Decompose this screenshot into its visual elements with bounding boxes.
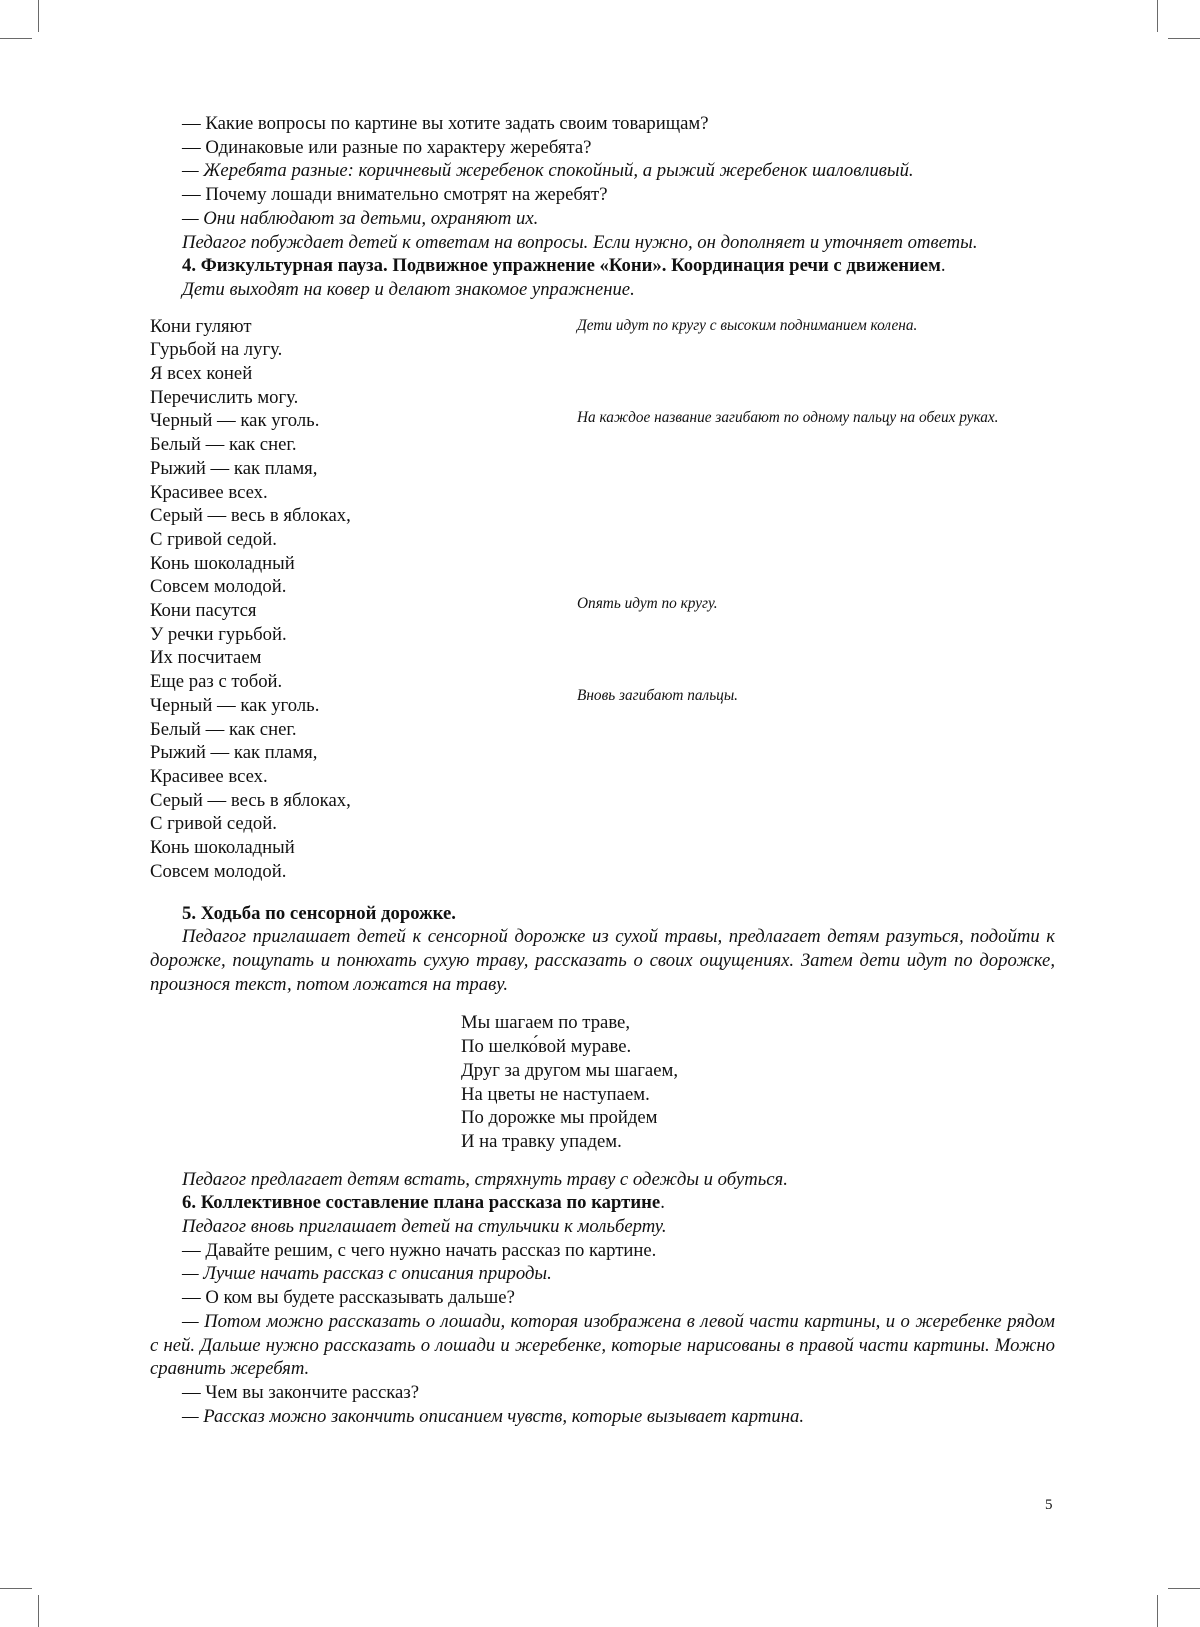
- poem-line: Мы шагаем по траве,: [461, 1012, 631, 1034]
- dialogue-line: — Жеребята разные: коричневый жеребенок спокойный, а рыжий жеребенок шаловливый.: [182, 160, 914, 182]
- poem-line: Я всех коней: [150, 363, 253, 385]
- poem-line: Рыжий — как пламя,: [150, 742, 318, 764]
- crop-mark: [0, 1588, 32, 1589]
- poem-line: Рыжий — как пламя,: [150, 457, 318, 479]
- poem-line: По шелко́вой мураве.: [461, 1036, 632, 1058]
- section-6-heading-end: .: [660, 1192, 665, 1214]
- poem-koni-lines: [150, 315, 550, 884]
- crop-mark: [0, 38, 32, 39]
- dialogue-line: Педагог побуждает детей к ответам на вопросы. Если нужно, он дополняет и уточняет ответы.: [182, 231, 978, 253]
- dialogue-line: Педагог вновь приглашает детей на стульчики к мольберту.: [182, 1216, 667, 1238]
- poem-line: Кони гуляют: [150, 315, 252, 337]
- poem-line: Друг за другом мы шагаем,: [461, 1059, 678, 1081]
- crop-mark: [1168, 1588, 1200, 1589]
- dialogue-line: — Чем вы закончите рассказ?: [182, 1381, 420, 1403]
- poem-note: Дети идут по кругу с высоким подниманием колена.: [577, 316, 918, 334]
- poem-line: Белый — как снег.: [150, 434, 297, 456]
- dialogue-line: — Рассказ можно закончить описанием чувств, которые вызывает картина.: [182, 1405, 805, 1427]
- poem-line: Гурьбой на лугу.: [150, 339, 283, 361]
- dialogue-line: — Какие вопросы по картине вы хотите задать своим товарищам?: [182, 113, 709, 134]
- dialogue-line: — Лучше начать рассказ с описания природы.: [182, 1263, 552, 1285]
- poem-note: На каждое название загибают по одному пальцу на обеих руках.: [577, 408, 999, 426]
- crop-mark: [38, 0, 39, 32]
- poem-line: С гривой седой.: [150, 813, 277, 835]
- poem-line: На цветы не наступаем.: [461, 1083, 650, 1105]
- crop-mark: [38, 1595, 39, 1627]
- poem-koni: [150, 315, 1055, 890]
- after-poem-text: Педагог предлагает детям встать, стряхнуть траву с одежды и обуться.: [182, 1168, 788, 1190]
- poem-note: Вновь загибают пальцы.: [577, 686, 738, 704]
- poem-line: Кони пасутся: [150, 600, 257, 622]
- dialogue-line: — О ком вы будете рассказывать дальше?: [182, 1287, 515, 1309]
- poem-line: Еще раз с тобой.: [150, 671, 283, 693]
- page-number: 5: [1045, 1497, 1053, 1513]
- section-5-heading: 5. Ходьба по сенсорной дорожке.: [182, 902, 456, 924]
- poem-line: Серый — весь в яблоках,: [150, 789, 351, 811]
- poem-line: Серый — весь в яблоках,: [150, 505, 351, 527]
- top-dialogue: [150, 112, 1055, 254]
- poem-line: Конь шоколадный: [150, 837, 295, 859]
- page-content: [150, 112, 1055, 1428]
- section-6-heading: [150, 1191, 1055, 1215]
- poem-line: Совсем молодой.: [150, 576, 287, 598]
- section-4-heading-end: .: [940, 255, 946, 277]
- poem-line: Совсем молодой.: [150, 860, 287, 882]
- section-4-intro: Дети выходят на ковер и делают знакомое упражнение.: [182, 278, 635, 300]
- poem-line: Красивее всех.: [150, 765, 268, 787]
- poem-line: Красивее всех.: [150, 481, 268, 503]
- crop-mark: [1157, 0, 1158, 32]
- poem-note: Опять идут по кругу.: [577, 594, 718, 612]
- poem-line: Конь шоколадный: [150, 552, 295, 574]
- dialogue-line: — Давайте решим, с чего нужно начать рассказ по картине.: [182, 1239, 657, 1261]
- crop-mark: [1157, 1595, 1158, 1627]
- section-6-dialogue: [150, 1215, 1055, 1428]
- section-4-heading-text: 4. Физкультурная пауза. Подвижное упражнение «Кони». Координация речи с движением: [182, 255, 941, 277]
- poem-line: По дорожке мы пройдем: [461, 1107, 658, 1129]
- poem-trava: [461, 1011, 1055, 1153]
- dialogue-line: — Они наблюдают за детьми, охраняют их.: [182, 207, 539, 229]
- poem-line: У речки гурьбой.: [150, 623, 287, 645]
- poem-line: Черный — как уголь.: [150, 410, 320, 432]
- poem-line: И на травку упадем.: [461, 1130, 622, 1152]
- poem-line: С гривой седой.: [150, 528, 277, 550]
- poem-line: Черный — как уголь.: [150, 694, 320, 716]
- poem-line: Их посчитаем: [150, 647, 262, 669]
- dialogue-line: — Одинаковые или разные по характеру жеребята?: [182, 136, 592, 158]
- section-6-heading-text: 6. Коллективное составление плана рассказа по картине: [182, 1192, 661, 1214]
- dialogue-line: — Потом можно рассказать о лошади, которая изображена в левой части картины, и о жеребенке рядом с ней. Дальше нужно рассказать о лошади и жеребенке, которые нарисованы в правой части картины. Можно сравнить жеребят.: [150, 1310, 1055, 1380]
- poem-line: Белый — как снег.: [150, 718, 297, 740]
- section-4-heading: [150, 254, 1055, 278]
- section-5-text: Педагог приглашает детей к сенсорной дорожке из сухой травы, предлагает детям разуться, подойти к дорожке, пощупать и понюхать сухую траву, рассказать о своих ощущениях. Затем дети идут по дорожке, произнося текст, потом ложатся на траву.: [150, 926, 1055, 995]
- crop-mark: [1168, 38, 1200, 39]
- poem-line: Перечислить могу.: [150, 386, 299, 408]
- dialogue-line: — Почему лошади внимательно смотрят на жеребят?: [182, 184, 608, 206]
